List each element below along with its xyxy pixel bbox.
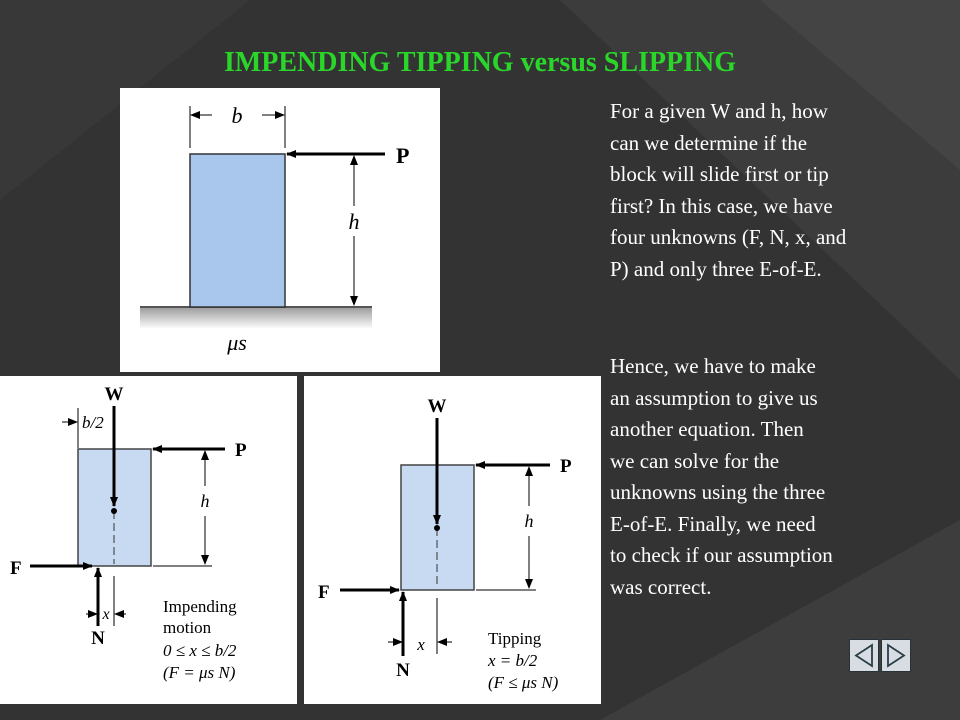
label-w: W xyxy=(427,396,447,417)
text-line: an assumption to give us xyxy=(610,385,818,410)
caption-line: (F ≤ μs N) xyxy=(488,673,559,692)
text-line: we can solve for the xyxy=(610,448,780,473)
label-p: P xyxy=(235,440,247,461)
label-n: N xyxy=(91,628,105,649)
label-p: P xyxy=(396,143,410,168)
label-h: h xyxy=(348,209,360,234)
label-f: F xyxy=(10,558,22,579)
label-f: F xyxy=(318,582,330,603)
label-n: N xyxy=(396,660,410,681)
text-line: P) and only three E-of-E. xyxy=(610,256,822,281)
label-p: P xyxy=(560,456,572,477)
block-diagram-top xyxy=(120,88,440,372)
caption-line: Tipping xyxy=(488,629,542,648)
text-line: was correct. xyxy=(610,574,712,599)
text-line: block will slide first or tip xyxy=(610,162,829,186)
caption-line: motion xyxy=(163,618,212,637)
text-line: E-of-E. Finally, we need xyxy=(610,511,816,536)
block xyxy=(190,154,285,307)
text-line: For a given W and h, how xyxy=(610,99,828,123)
text-line: another equation. Then xyxy=(610,417,804,441)
triangle-left-icon xyxy=(850,640,878,671)
label-mu-s: μs xyxy=(227,330,247,355)
text-line: four unknowns (F, N, x, and xyxy=(610,225,847,249)
label-x: x xyxy=(417,635,425,654)
slide-title: IMPENDING TIPPING versus SLIPPING xyxy=(223,47,737,78)
text-line: Hence, we have to make xyxy=(610,354,816,378)
label-h: h xyxy=(200,491,210,511)
text-line: can we determine if the xyxy=(610,130,808,155)
label-b: b xyxy=(231,103,243,128)
text-line: to check if our assumption xyxy=(610,543,833,567)
caption-line: x = b/2 xyxy=(488,651,538,670)
ground-surface xyxy=(140,307,372,329)
label-x: x xyxy=(102,606,110,623)
paragraph-question xyxy=(610,96,940,285)
previous-slide-button[interactable] xyxy=(849,639,879,672)
text-line: first? In this case, we have xyxy=(610,193,833,218)
block-diagram-top-svg xyxy=(120,88,440,372)
next-slide-button[interactable] xyxy=(881,639,911,672)
caption-line: (F = μs N) xyxy=(163,663,236,682)
paragraph-assumption xyxy=(610,351,940,603)
triangle-right-icon xyxy=(882,640,910,671)
free-body-diagram-tipping xyxy=(304,376,601,704)
label-b-half: b/2 xyxy=(82,413,104,432)
caption-line: 0 ≤ x ≤ b/2 xyxy=(163,641,237,660)
caption-line: Impending xyxy=(163,597,237,616)
fbd-left-svg xyxy=(0,376,297,704)
label-h: h xyxy=(524,511,534,531)
free-body-diagram-impending-motion xyxy=(0,376,297,704)
label-w: W xyxy=(104,384,124,405)
text-line: unknowns using the three xyxy=(610,480,826,504)
fbd-right-svg xyxy=(304,376,601,704)
